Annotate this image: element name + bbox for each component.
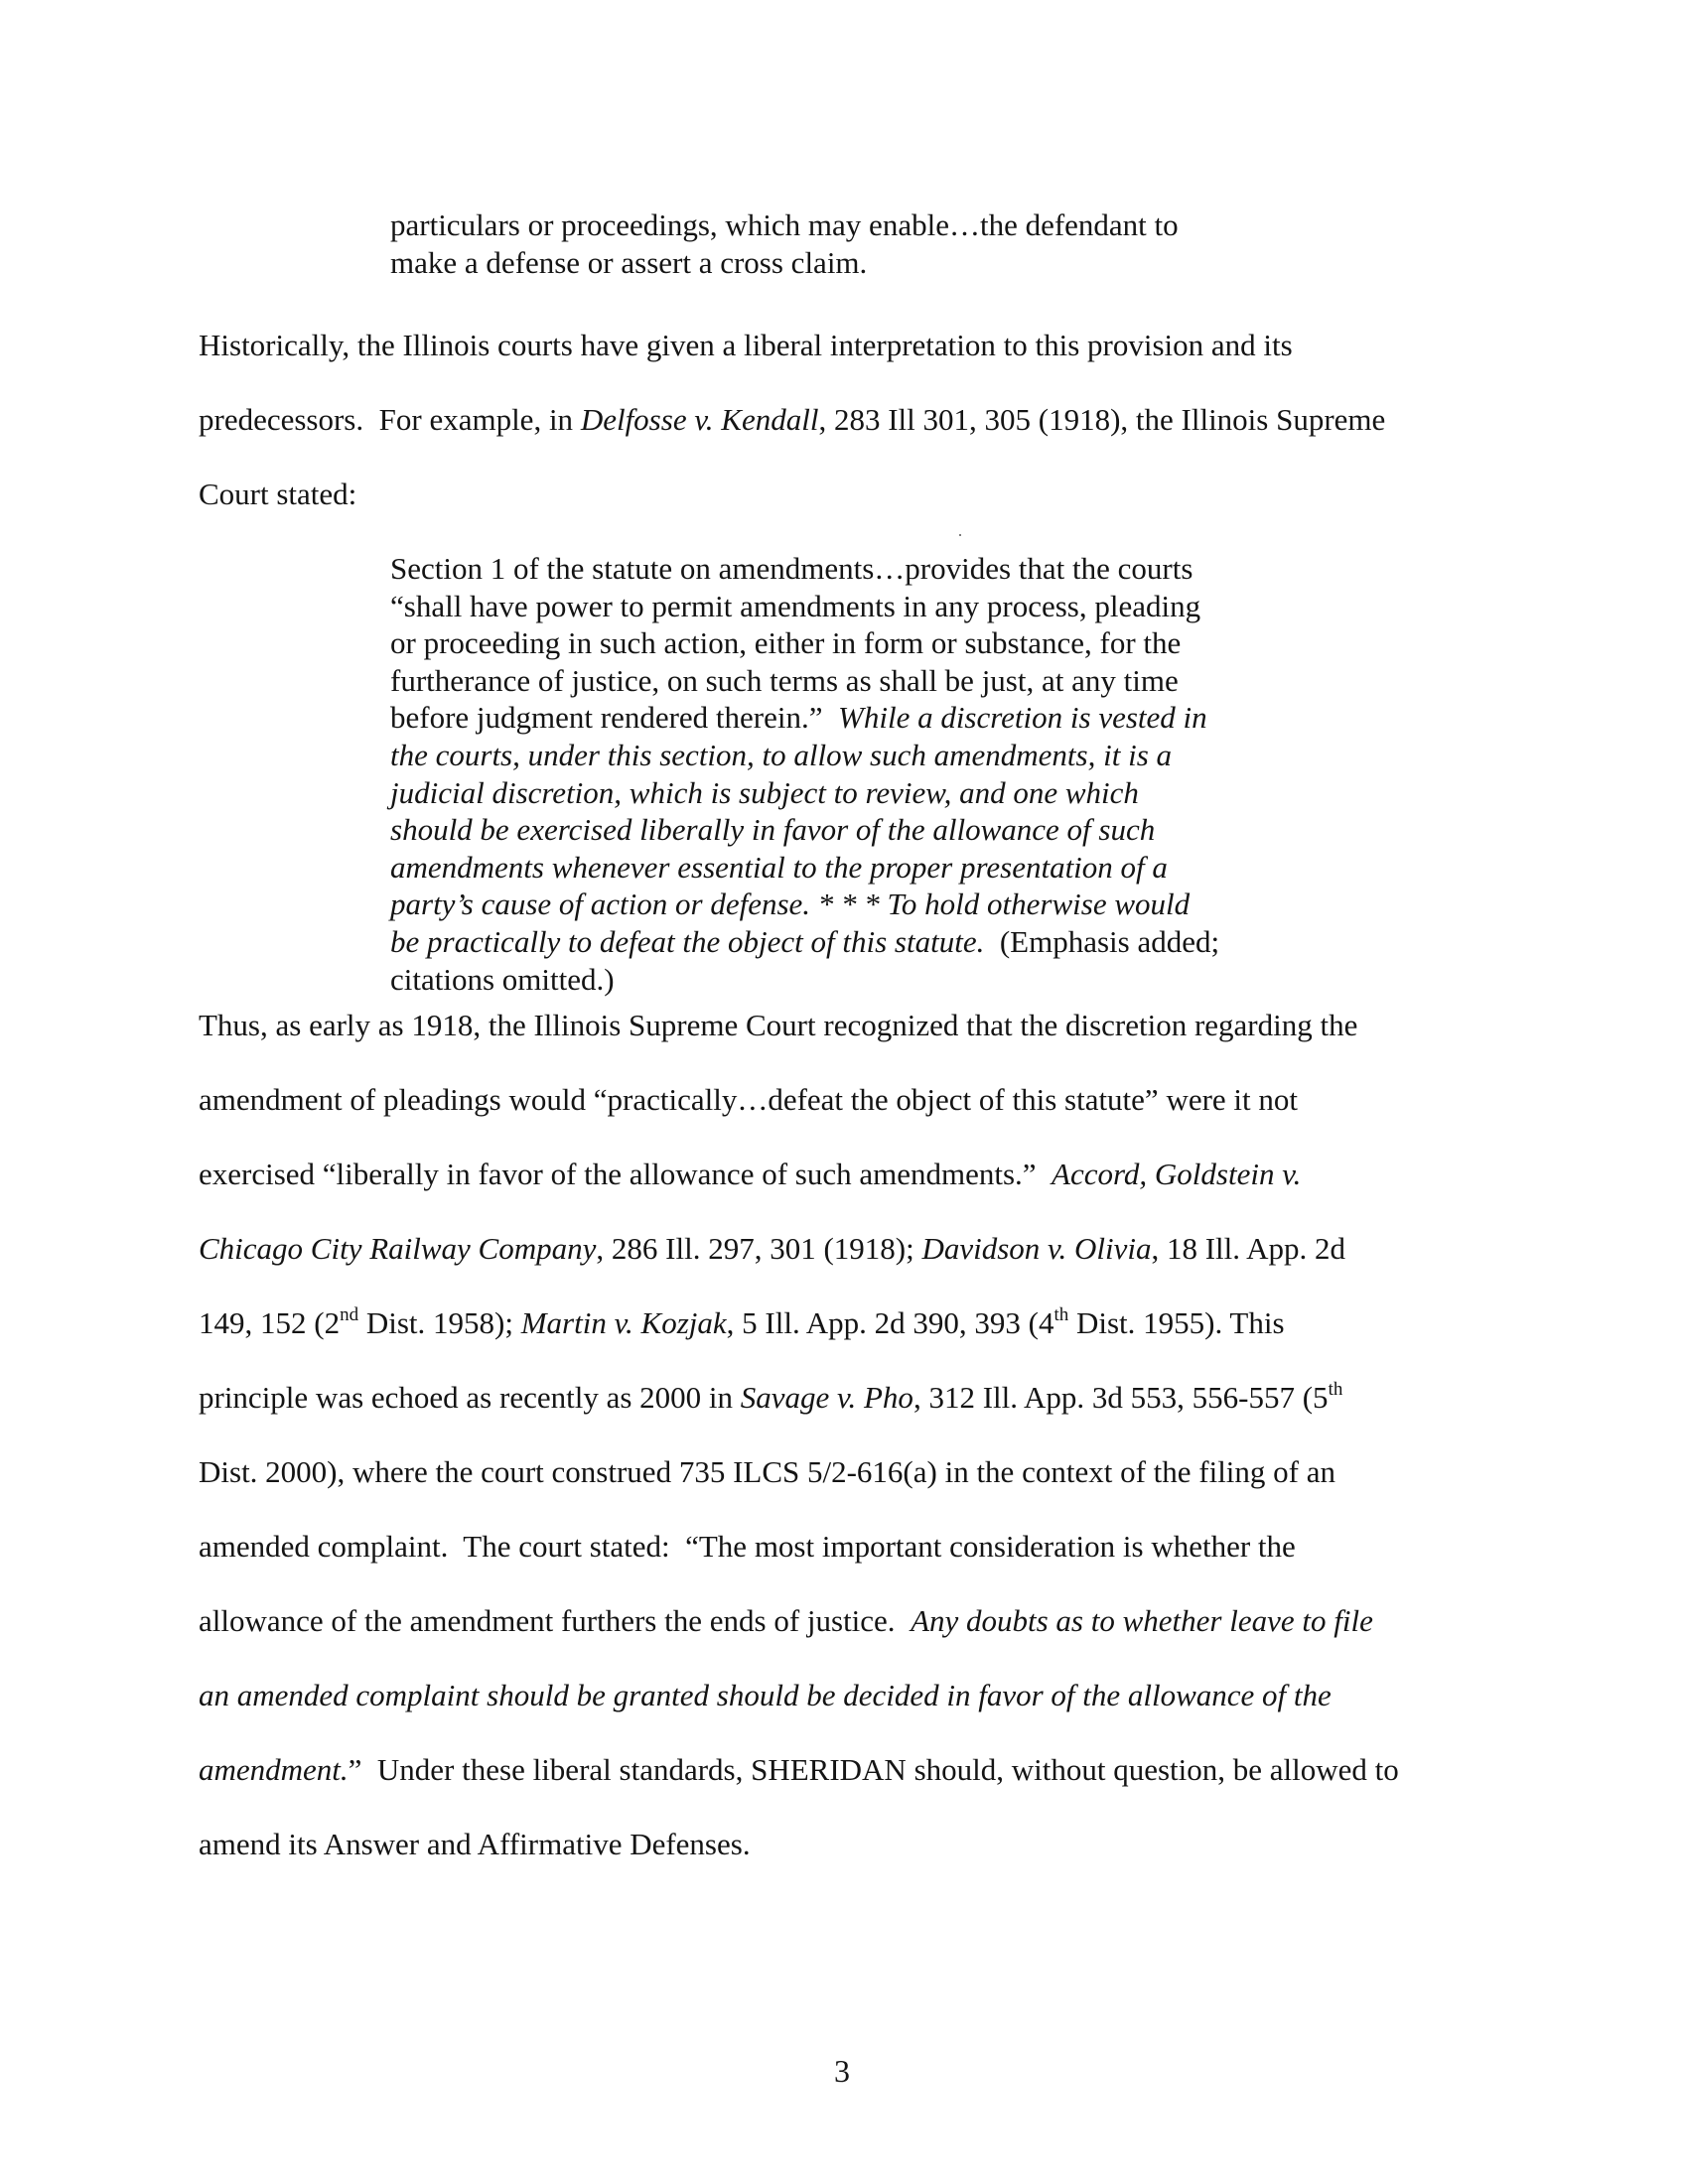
scan-artifact-dot	[959, 534, 961, 536]
text-line	[390, 886, 1284, 923]
block-quote-continuation	[390, 206, 1284, 282]
emphasized-text: Any doubts as to whether leave to file	[911, 1603, 1373, 1638]
text-line	[390, 774, 1284, 812]
text-line	[199, 1658, 1489, 1732]
text-line: amendment.” Under these liberal standards, SHERIDAN should, without question, be allowed to	[199, 1752, 1399, 1787]
page-number: 3	[834, 2053, 850, 2089]
emphasized-text: an amended complaint should be granted should be decided in favor of the allowance of the	[199, 1678, 1332, 1712]
block-quote-delfosse	[390, 550, 1284, 998]
text-line: Chicago City Railway Company, 286 Ill. 297, 301 (1918); Davidson v. Olivia, 18 Ill. App. 2d	[199, 1231, 1345, 1266]
paragraph-historical-interpretation	[199, 308, 1489, 531]
ordinal-superscript: nd	[340, 1304, 359, 1325]
text-line: allowance of the amendment furthers the ends of justice. Any doubts as to whether leave to file	[199, 1603, 1373, 1638]
text-line: amendment of pleadings would “practically…defeat the object of this statute” were it not	[199, 1082, 1299, 1117]
text-line: predecessors. For example, in Delfosse v. Kendall, 283 Ill 301, 305 (1918), the Illinois Supreme	[199, 402, 1386, 437]
text-line: or proceeding in such action, either in form or substance, for the	[390, 625, 1182, 661]
emphasized-text: amendment.	[199, 1752, 349, 1787]
text-line	[390, 849, 1284, 887]
text-line: amend its Answer and Affirmative Defenses.	[199, 1827, 751, 1861]
emphasized-text: should be exercised liberally in favor of the allowance of such	[390, 812, 1156, 848]
text-line: be practically to defeat the object of this statute. (Emphasis added;	[390, 923, 1220, 959]
text-line: before judgment rendered therein.” While a discretion is vested in	[390, 700, 1207, 736]
ordinal-superscript: th	[1328, 1379, 1343, 1400]
text-line	[390, 811, 1284, 849]
text-line: make a defense or assert a cross claim.	[390, 245, 868, 280]
text-line: Court stated:	[199, 477, 357, 511]
text-line: Thus, as early as 1918, the Illinois Supreme Court recognized that the discretion regarding the	[199, 1008, 1358, 1042]
ordinal-superscript: th	[1053, 1304, 1069, 1325]
case-citation: Chicago City Railway Company	[199, 1231, 597, 1266]
text-line	[390, 737, 1284, 774]
emphasized-text: judicial discretion, which is subject to review, and one which	[390, 774, 1139, 810]
text-line: particulars or proceedings, which may enable…the defendant to	[390, 207, 1179, 242]
case-citation: Accord, Goldstein v.	[1052, 1157, 1302, 1191]
text-line: “shall have power to permit amendments in any process, pleading	[390, 588, 1201, 623]
emphasized-text: While a discretion is vested in	[838, 700, 1207, 736]
case-citation: Martin v. Kozjak	[520, 1305, 727, 1340]
text-line: Historically, the Illinois courts have given a liberal interpretation to this provision and its	[199, 328, 1293, 362]
text-line: Section 1 of the statute on amendments…provides that the courts	[390, 551, 1193, 586]
text-line: exercised “liberally in favor of the allowance of such amendments.” Accord, Goldstein v.	[199, 1157, 1302, 1191]
case-citation: Delfosse v. Kendall	[580, 402, 819, 437]
text-line: furtherance of justice, on such terms as shall be just, at any time	[390, 662, 1179, 698]
text-line: principle was echoed as recently as 2000 in Savage v. Pho, 312 Ill. App. 3d 553, 556-557 (5th	[199, 1379, 1343, 1415]
emphasized-text: party’s cause of action or defense. * * * To hold otherwise would	[390, 887, 1191, 922]
case-citation: Savage v. Pho	[740, 1380, 913, 1415]
paragraph-liberal-standard	[199, 988, 1489, 1881]
text-line: Dist. 2000), where the court construed 735 ILCS 5/2-616(a) in the context of the filing of an	[199, 1454, 1336, 1489]
text-line: amended complaint. The court stated: “The most important consideration is whether the	[199, 1529, 1296, 1564]
case-citation: Davidson v. Olivia	[921, 1231, 1152, 1266]
emphasized-text: the courts, under this section, to allow such amendments, it is a	[390, 737, 1173, 772]
emphasized-text: be practically to defeat the object of this statute.	[390, 923, 985, 959]
text-line: citations omitted.)	[390, 961, 615, 997]
text-line: 149, 152 (2nd Dist. 1958); Martin v. Kozjak, 5 Ill. App. 2d 390, 393 (4th Dist. 1955). This	[199, 1304, 1285, 1340]
emphasized-text: amendments whenever essential to the proper presentation of a	[390, 849, 1168, 885]
